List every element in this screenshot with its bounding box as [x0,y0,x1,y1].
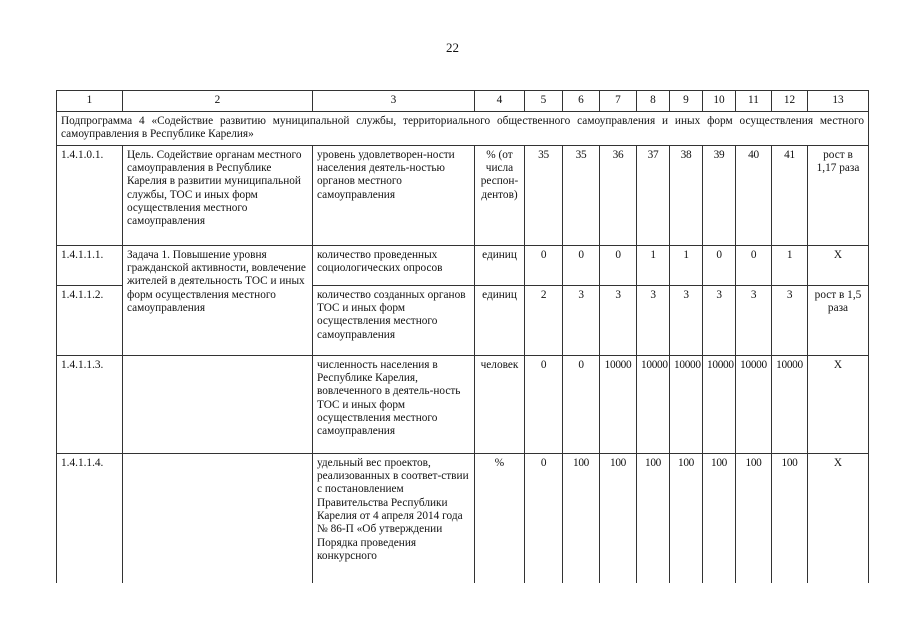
value-cell: 0 [703,245,736,285]
unit-cell: человек [475,355,525,453]
row-code: 1.4.1.1.2. [57,285,123,355]
result-cell: Х [808,355,869,453]
value-cell: 10000 [772,355,808,453]
value-cell: 0 [525,355,563,453]
column-header: 9 [670,91,703,112]
indicator-cell: количество созданных органов ТОС и иных форм осуществления местного самоуправления [313,285,475,355]
indicator-cell: уровень удовлетворен-ности населения деятель-ностью органов местного самоуправления [313,145,475,245]
value-cell: 1 [670,245,703,285]
column-header: 13 [808,91,869,112]
value-cell: 36 [600,145,637,245]
result-cell: Х [808,245,869,285]
value-cell: 38 [670,145,703,245]
value-cell: 1 [637,245,670,285]
value-cell: 1 [772,245,808,285]
value-cell: 10000 [600,355,637,453]
value-cell: 3 [563,285,600,355]
value-cell: 0 [736,245,772,285]
table-row [57,245,869,285]
column-number-row [57,91,869,112]
value-cell: 3 [703,285,736,355]
value-cell: 10000 [670,355,703,453]
value-cell: 35 [525,145,563,245]
column-header: 7 [600,91,637,112]
result-cell: рост в 1,5 раза [808,285,869,355]
table-row [57,355,869,453]
value-cell: 10000 [736,355,772,453]
table-row [57,453,869,583]
value-cell: 10000 [637,355,670,453]
unit-cell: единиц [475,285,525,355]
subprogram-row [57,112,869,146]
value-cell: 100 [637,453,670,583]
result-cell: рост в 1,17 раза [808,145,869,245]
value-cell: 0 [600,245,637,285]
row-code: 1.4.1.1.1. [57,245,123,285]
empty-cell [123,355,313,453]
unit-cell: % (от числа респон-дентов) [475,145,525,245]
indicators-table [56,90,869,583]
result-cell: Х [808,453,869,583]
task-cell: Задача 1. Повышение уровня гражданской активности, вовлечение жителей в деятельность ТОС и иных форм осуществления местного самоуправления [123,245,313,355]
row-code: 1.4.1.1.4. [57,453,123,583]
value-cell: 0 [563,355,600,453]
column-header: 12 [772,91,808,112]
column-header: 2 [123,91,313,112]
value-cell: 40 [736,145,772,245]
value-cell: 100 [600,453,637,583]
page-number: 22 [446,40,459,55]
value-cell: 0 [525,245,563,285]
value-cell: 3 [637,285,670,355]
unit-cell: % [475,453,525,583]
value-cell: 0 [563,245,600,285]
indicator-cell: численность населения в Республике Карелия, вовлеченного в деятель-ность ТОС и иных форм осуществления местного самоуправления [313,355,475,453]
column-header: 6 [563,91,600,112]
value-cell: 3 [670,285,703,355]
column-header: 10 [703,91,736,112]
value-cell: 3 [600,285,637,355]
row-code: 1.4.1.1.3. [57,355,123,453]
value-cell: 100 [736,453,772,583]
indicator-cell: количество проведенных социологических опросов [313,245,475,285]
row-code: 1.4.1.0.1. [57,145,123,245]
value-cell: 35 [563,145,600,245]
value-cell: 100 [563,453,600,583]
empty-cell [123,453,313,583]
value-cell: 3 [736,285,772,355]
value-cell: 37 [637,145,670,245]
column-header: 1 [57,91,123,112]
value-cell: 100 [772,453,808,583]
column-header: 8 [637,91,670,112]
goal-cell: Цель. Содействие органам местного самоуправления в Республике Карелия в развитии муниципальной службы, ТОС и иных форм осуществления местного самоуправления [123,145,313,245]
unit-cell: единиц [475,245,525,285]
value-cell: 0 [525,453,563,583]
indicator-cell: удельный вес проектов, реализованных в соответ-ствии с постановлением Правительства Республики Карелия от 4 апреля 2014 года № 86-П «Об утверждении Порядка проведения конкурсного [313,453,475,583]
value-cell: 10000 [703,355,736,453]
value-cell: 3 [772,285,808,355]
column-header: 11 [736,91,772,112]
value-cell: 39 [703,145,736,245]
subprogram-title: Подпрограмма 4 «Содействие развитию муниципальной службы, территориального общественного самоуправления и иных форм осуществления местного самоуправления в Республике Карелия» [57,112,869,146]
value-cell: 100 [703,453,736,583]
column-header: 5 [525,91,563,112]
value-cell: 100 [670,453,703,583]
value-cell: 2 [525,285,563,355]
table-row [57,145,869,245]
column-header: 4 [475,91,525,112]
column-header: 3 [313,91,475,112]
value-cell: 41 [772,145,808,245]
